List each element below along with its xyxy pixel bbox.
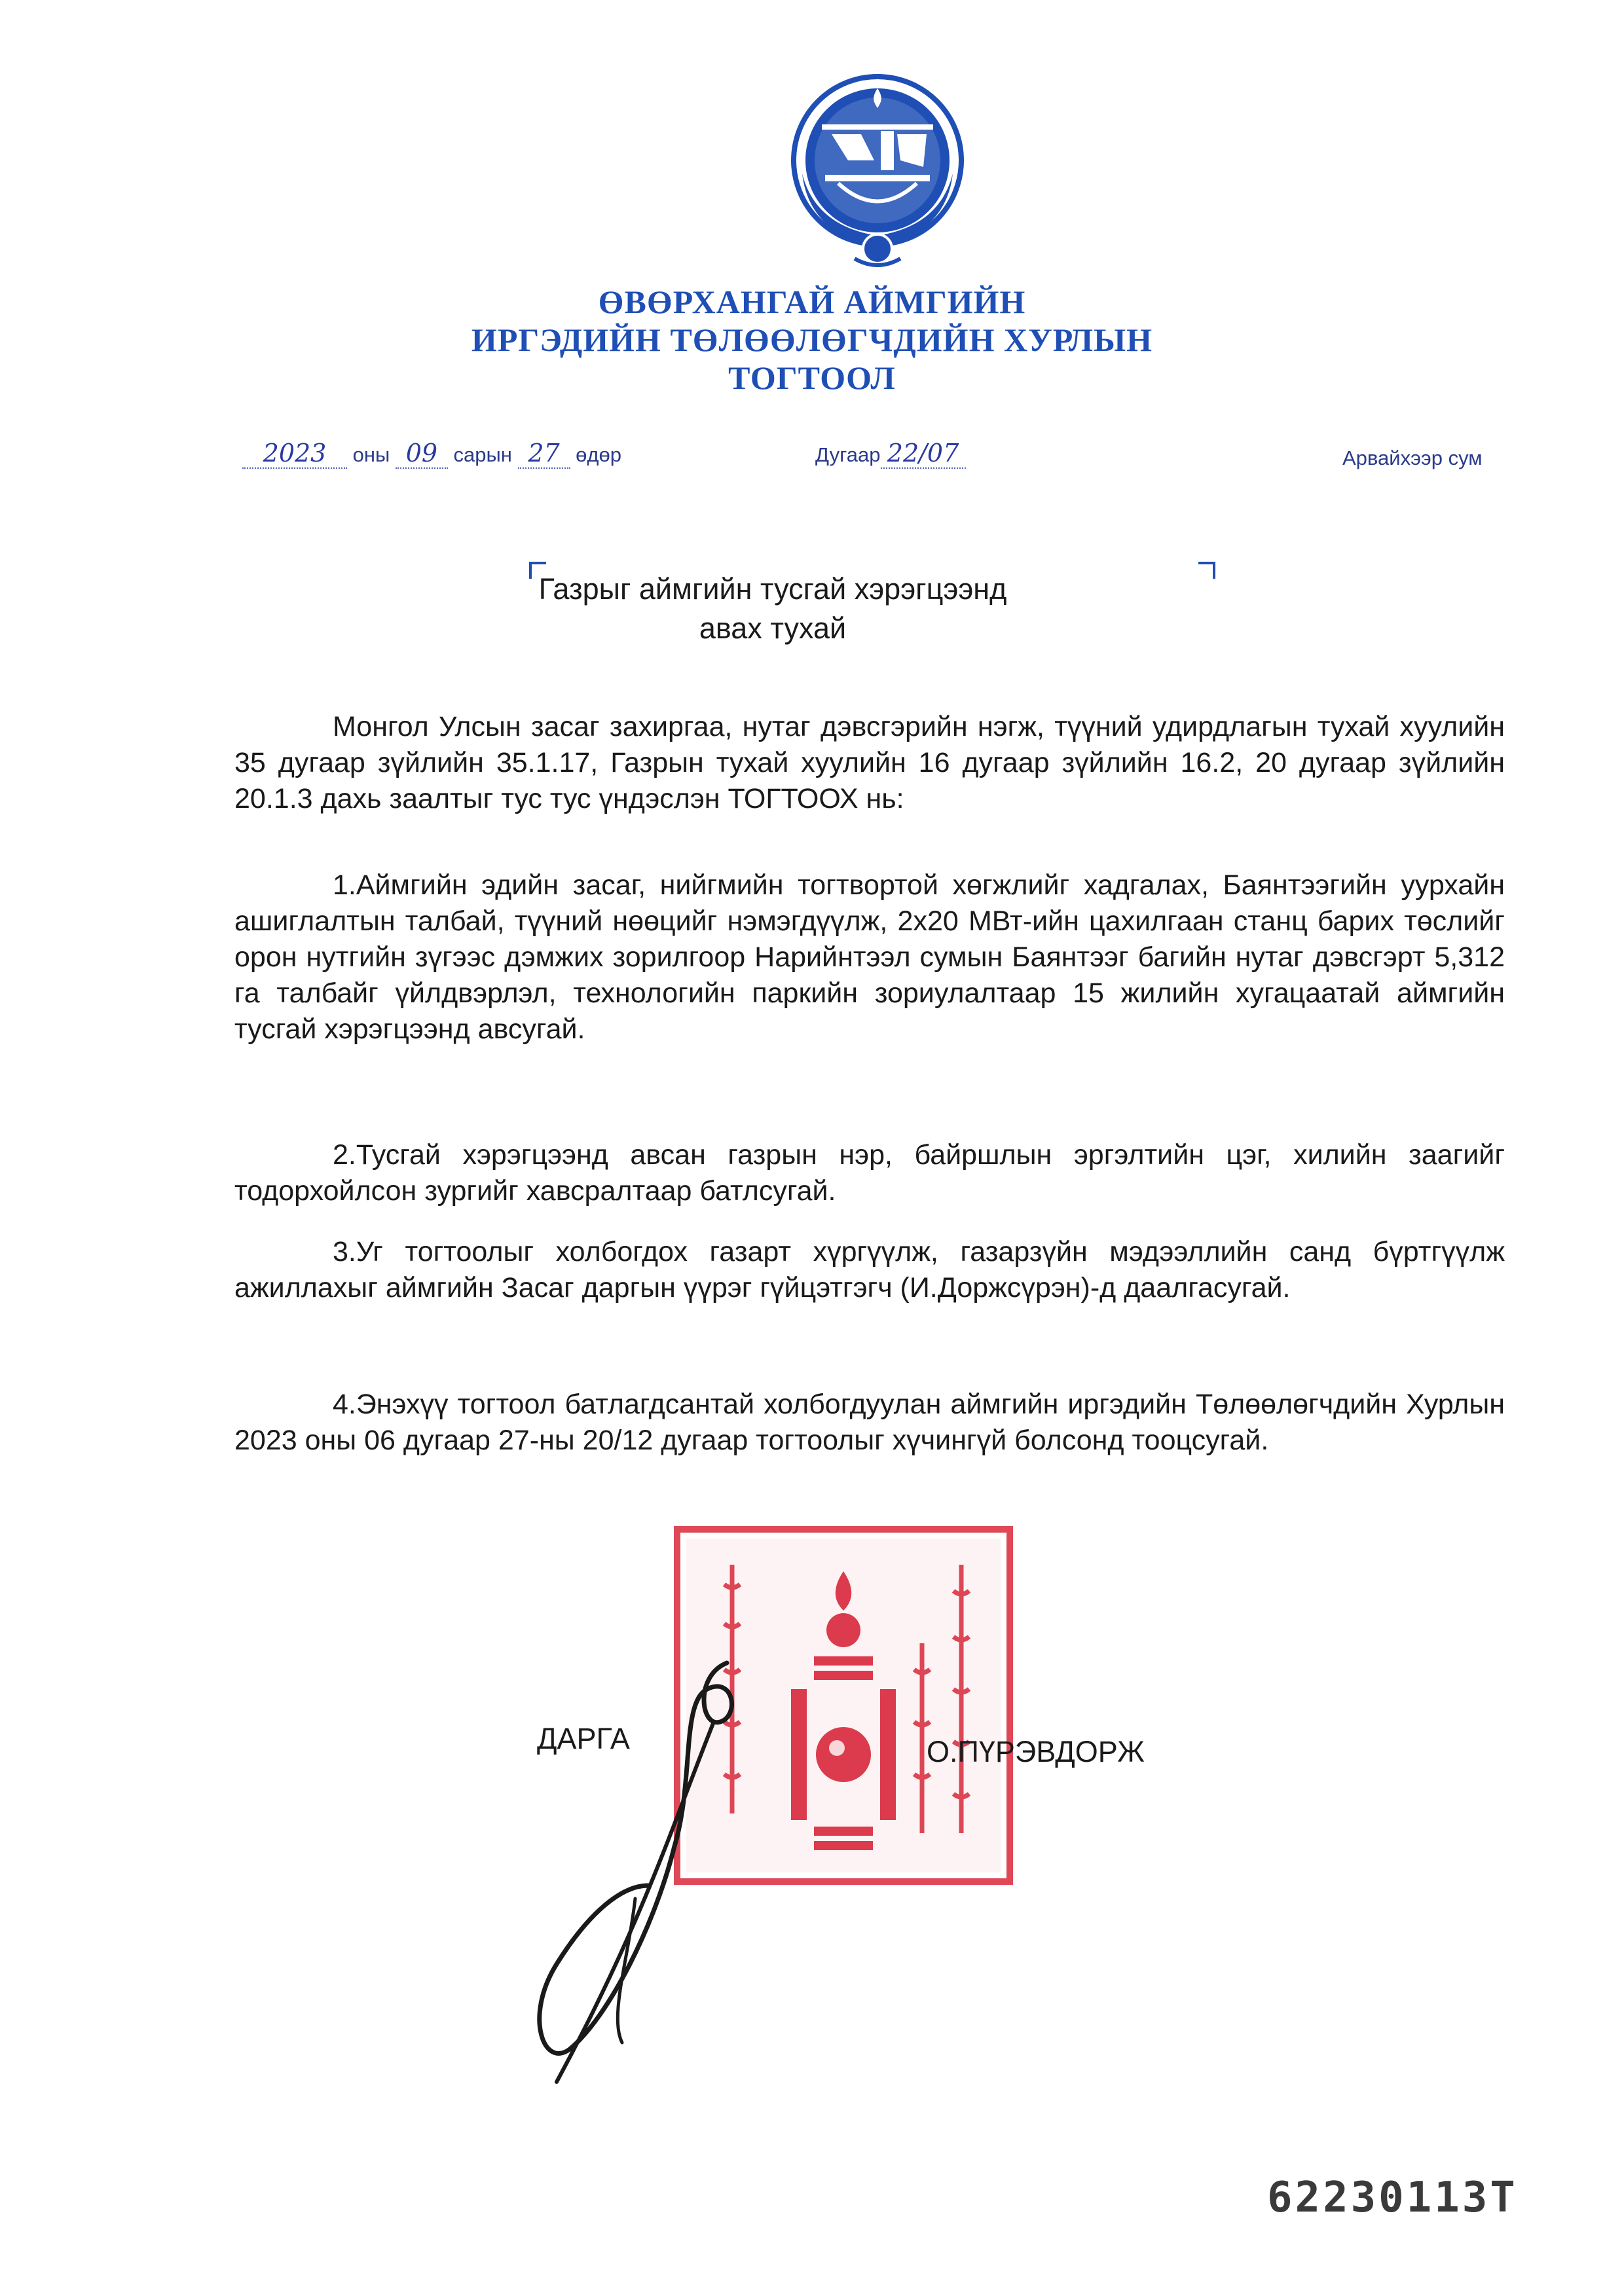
- signatory-title: ДАРГА: [537, 1722, 630, 1755]
- resolution-item-2: 2.Тусгай хэрэгцээнд авсан газрын нэр, байршлын эргэлтийн цэг, хилийн заагийг тодорхойлсон зургийг хавсралтаар батлсугай.: [234, 1139, 1505, 1207]
- date-month: 09: [396, 439, 448, 469]
- number-line: [815, 439, 966, 469]
- state-emblem-icon: [783, 62, 972, 272]
- signatory-name: О.ПҮРЭВДОРЖ: [927, 1735, 1145, 1768]
- date-line: [242, 439, 621, 469]
- handwritten-signature-icon: [478, 1650, 845, 2095]
- title-line1: Газрыг аймгийн тусгай хэрэгцээнд: [538, 572, 1007, 606]
- issue-place: Арвайхээр сум: [1342, 446, 1483, 469]
- document-title: [0, 570, 1624, 648]
- month-label: сарын: [453, 443, 512, 466]
- document-type: ТОГТООЛ: [728, 359, 896, 396]
- date-day: 27: [518, 439, 570, 469]
- resolution-item-1: 1.Аймгийн эдийн засаг, нийгмийн тогтвортой хөгжлийг хадгалах, Баянтээгийн уурхайн ашиглалтын талбай, түүний нөөцийг нэмэгдүүлж, 2х20 МВт-ийн цахилгаан станц барих төслийг орон нутгийн зүгээс дэмжих зорилгоор Нарийнтээл сумын Баянтээг багийн нутаг дэвсгэрт 5,312 га талбайг үйлдвэрлэл, технологийн паркийн зориулалтаар 15 жилийн хугацаатай аймгийн тусгай хэрэгцээнд авсугай.: [234, 869, 1505, 1045]
- resolution-item-4: 4.Энэхүү тогтоол батлагдсантай холбогдуулан аймгийн иргэдийн Төлөөлөгчдийн Хурлын 2023 оны 06 дугаар 27-ны 20/12 дугаар тогтоолыг хүчингүй болсонд тооцсугай.: [234, 1389, 1505, 1456]
- day-label: өдөр: [576, 443, 621, 466]
- number-label: Дугаар: [815, 443, 881, 466]
- date-year: 2023: [242, 439, 347, 469]
- preamble: Монгол Улсын засаг захиргаа, нутаг дэвсгэрийн нэгж, түүний удирдлагын тухай хуулийн 35 дугаар зүйлийн 35.1.17, Газрын тухай хуулийн 16 дугаар зүйлийн 16.2, 20 дугаар зүйлийн 20.1.3 дахь заалтыг тус тус үндэслэн ТОГТООХ нь:: [234, 711, 1505, 814]
- document-serial: 62230113T: [1267, 2174, 1518, 2222]
- council-name-line2: ИРГЭДИЙН ТӨЛӨӨЛӨГЧДИЙН ХУРЛЫН: [471, 321, 1153, 358]
- year-label: оны: [352, 443, 390, 466]
- document-number: 22/07: [881, 439, 966, 469]
- council-name: ӨВӨРХАНГАЙ АЙМГИЙН: [598, 283, 1026, 320]
- title-line2: авах тухай: [699, 611, 847, 645]
- resolution-item-3: 3.Уг тогтоолыг холбогдох газарт хүргүүлж, газарзүйн мэдээллийн санд бүртгүүлж ажиллахыг аймгийн Засаг даргын үүрэг гүйцэтгэгч (И.Доржсүрэн)-д даалгасугай.: [234, 1236, 1505, 1303]
